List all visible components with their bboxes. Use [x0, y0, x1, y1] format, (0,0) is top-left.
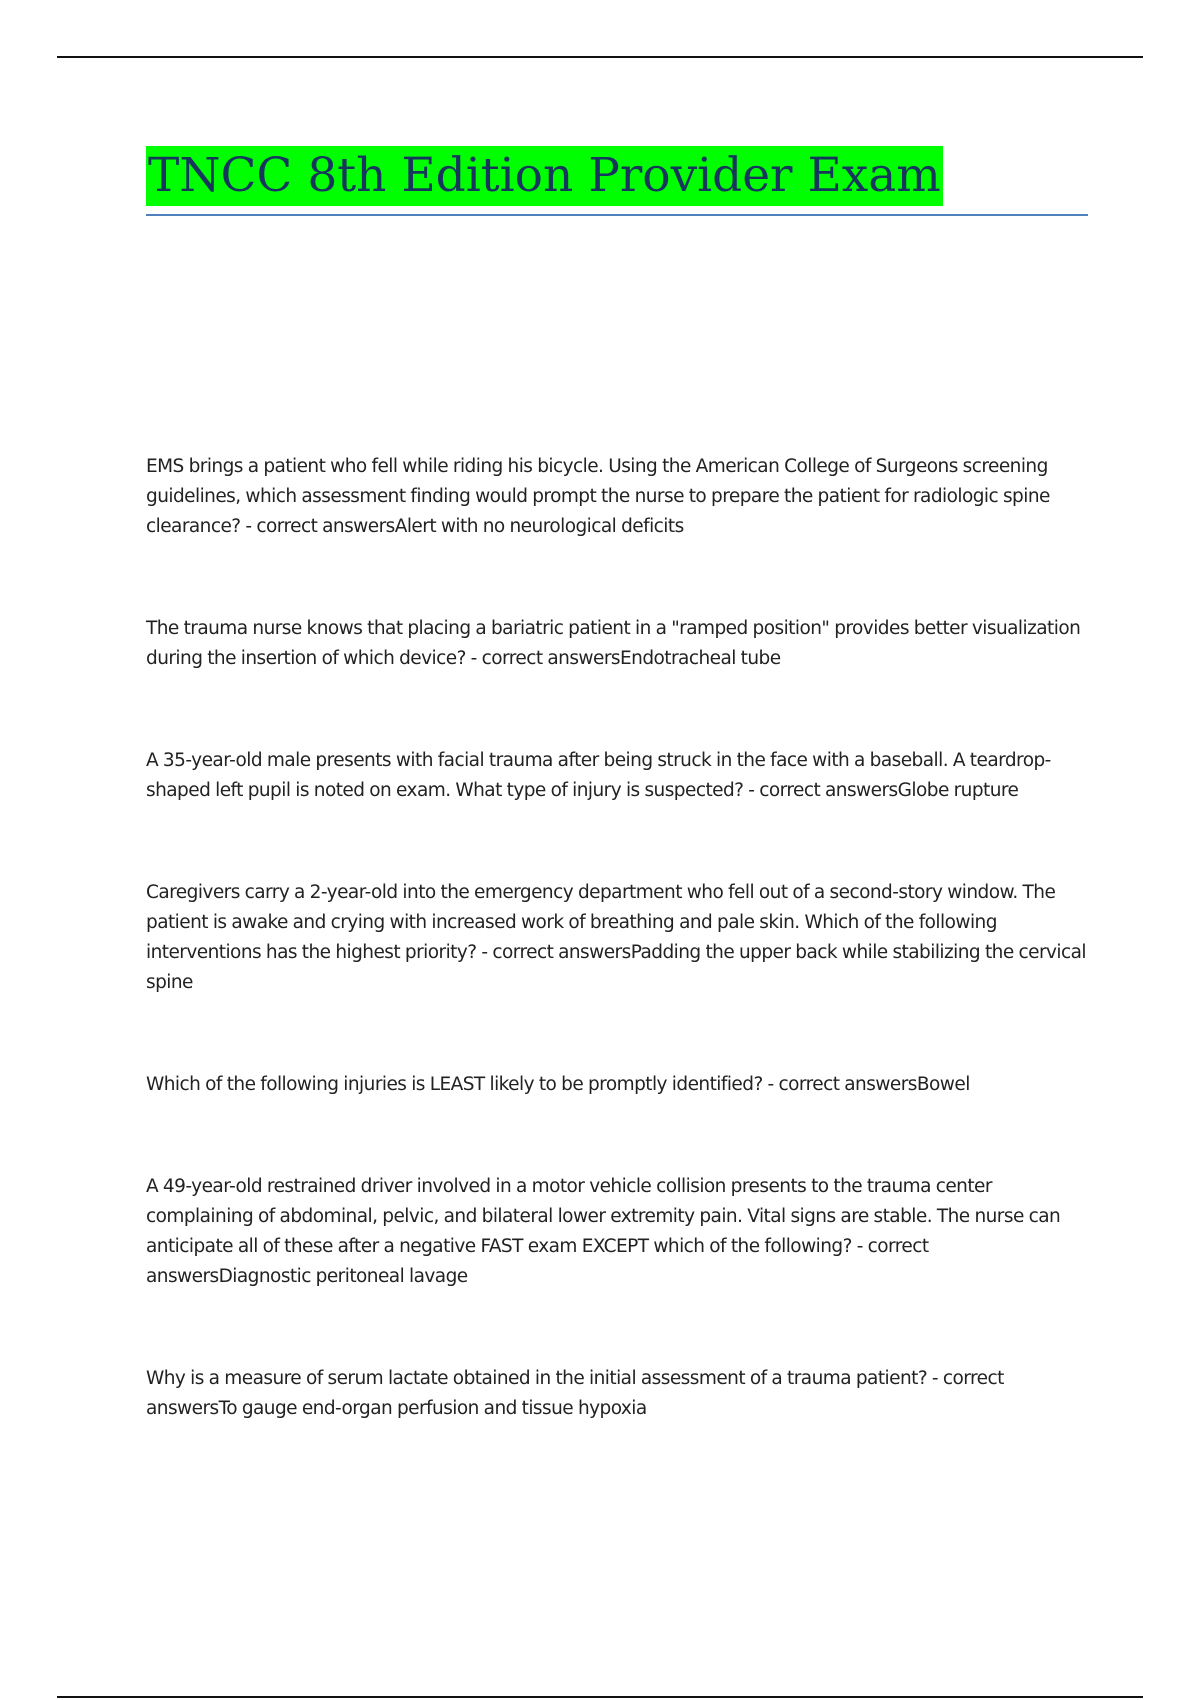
qa-answer: Padding the upper back while stabilizing the cervical spine — [146, 942, 1086, 993]
qa-item — [146, 1070, 1091, 1100]
qa-item — [146, 878, 1091, 998]
qa-item — [146, 1172, 1091, 1292]
title-underline — [146, 214, 1088, 216]
qa-list — [146, 452, 1091, 1424]
qa-item — [146, 1364, 1091, 1424]
qa-answer: Globe rupture — [897, 780, 1019, 801]
page-top-rule — [57, 56, 1143, 58]
qa-answer: Diagnostic peritoneal lavage — [218, 1266, 468, 1287]
qa-answer: Alert with no neurological deficits — [394, 516, 684, 537]
qa-item — [146, 452, 1091, 542]
qa-question: Why is a measure of serum lactate obtained in the initial assessment of a trauma patient? - correct answers — [146, 1368, 1004, 1419]
qa-answer: Bowel — [916, 1074, 970, 1095]
qa-question: A 49-year-old restrained driver involved in a motor vehicle collision presents to the trauma center complaining of abdominal, pelvic, and bilateral lower extremity pain. Vital signs are stable. The nurse can anticipate all of these after a negative FAST exam EXCEPT which of the following? - correct answers — [146, 1176, 1061, 1287]
qa-answer: Endotracheal tube — [620, 648, 781, 669]
qa-item — [146, 746, 1091, 806]
title-block — [146, 146, 1088, 206]
document-title: TNCC 8th Edition Provider Exam — [146, 146, 943, 206]
qa-question: A 35-year-old male presents with facial trauma after being struck in the face with a baseball. A teardrop-shaped left pupil is noted on exam. What type of injury is suspected? - correct answers — [146, 750, 1051, 801]
qa-question: The trauma nurse knows that placing a bariatric patient in a "ramped position" provides better visualization during the insertion of which device? - correct answers — [146, 618, 1081, 669]
page-bottom-rule — [57, 1696, 1143, 1698]
qa-item — [146, 614, 1091, 674]
qa-question: EMS brings a patient who fell while riding his bicycle. Using the American College of Surgeons screening guidelines, which assessment finding would prompt the nurse to prepare the patient for radiologic spine clearance? - correct answers — [146, 456, 1050, 537]
qa-question: Caregivers carry a 2-year-old into the emergency department who fell out of a second-story window. The patient is awake and crying with increased work of breathing and pale skin. Which of the following interventions has the highest priority? - correct answers — [146, 882, 1056, 963]
qa-answer: To gauge end-organ perfusion and tissue hypoxia — [218, 1398, 647, 1419]
qa-question: Which of the following injuries is LEAST likely to be promptly identified? - correct answers — [146, 1074, 917, 1095]
